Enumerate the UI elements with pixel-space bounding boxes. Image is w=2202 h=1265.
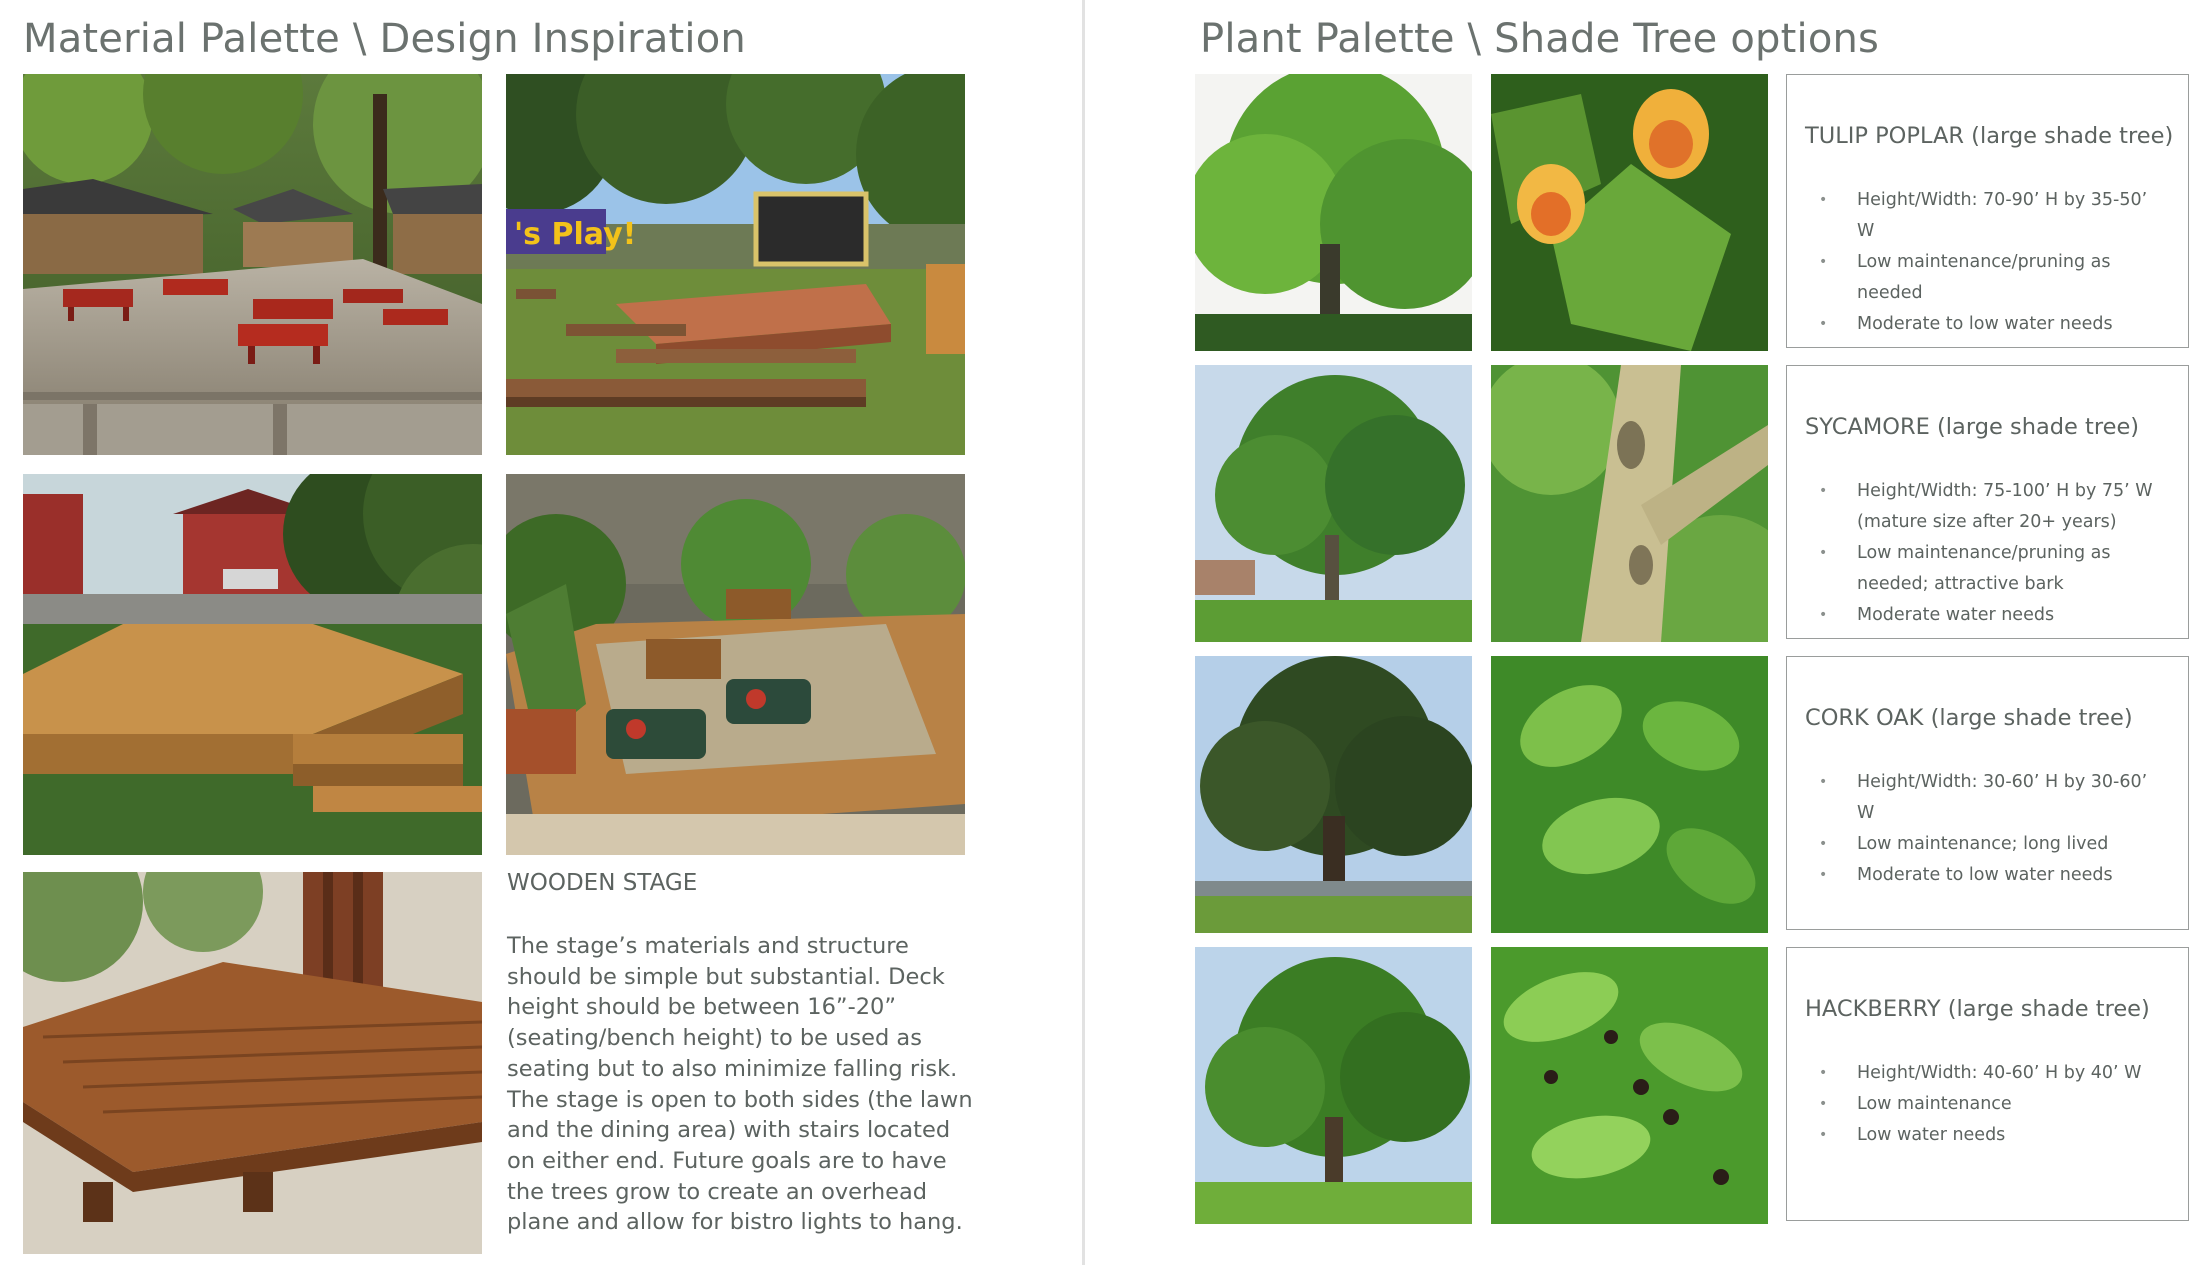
photo-cork-oak-tree (1195, 656, 1472, 933)
tree-card-bullet: • Low maintenance (1787, 1089, 2167, 1120)
tree-card-bullets (1787, 1058, 2167, 1151)
tree-card-bullets (1787, 185, 2167, 340)
tree-card-title: CORK OAK (large shade tree) (1805, 705, 2133, 731)
photo-tulip-poplar-flower (1491, 74, 1768, 351)
banner-sign-text: 's Play! (514, 217, 637, 252)
tree-card-bullet: • Height/Width: 75-100’ H by 75’ W (mature size after 20+ years) (1787, 476, 2167, 538)
tree-card-bullets (1787, 476, 2167, 631)
tree-card-cork-oak (1786, 656, 2189, 930)
photo-platform-with-benches (506, 74, 965, 455)
tree-card-bullet: • Moderate water needs (1787, 600, 2167, 631)
plant-palette-heading: Plant Palette \ Shade Tree options (1200, 16, 1880, 62)
tree-card-tulip-poplar (1786, 74, 2189, 348)
photo-log-platform (23, 872, 482, 1254)
photo-hanok-pavilion-deck (23, 74, 482, 455)
tree-card-sycamore (1786, 365, 2189, 639)
photo-patio-deck-with-cushions (506, 474, 965, 855)
tree-card-hackberry (1786, 947, 2189, 1221)
page-divider (1082, 0, 1085, 1265)
tree-card-bullet: • Height/Width: 70-90’ H by 35-50’ W (1787, 185, 2167, 247)
tree-card-bullet: • Low maintenance/pruning as needed (1787, 247, 2167, 309)
tree-card-bullets (1787, 767, 2167, 891)
tree-card-bullet: • Height/Width: 30-60’ H by 30-60’ W (1787, 767, 2167, 829)
photo-hackberry-tree (1195, 947, 1472, 1224)
tree-card-title: SYCAMORE (large shade tree) (1805, 414, 2140, 440)
material-palette-heading: Material Palette \ Design Inspiration (23, 16, 746, 62)
wooden-stage-title: WOODEN STAGE (507, 870, 698, 896)
tree-card-bullet: • Moderate to low water needs (1787, 309, 2167, 340)
wooden-stage-description: The stage’s materials and structure should be simple but substantial. Deck height should be between 16”-20” (seating/bench height) to be used as seating but to also minimize falling risk. The stage is open to both sides (the lawn and the dining area) with stairs located on either end. Future goals are to have the trees grow to create an overhead plane and allow for bistro lights to hang. (507, 933, 973, 1236)
tree-card-bullet: • Moderate to low water needs (1787, 860, 2167, 891)
tree-card-bullet: • Low maintenance/pruning as needed; attractive bark (1787, 538, 2167, 600)
photo-tulip-poplar-tree (1195, 74, 1472, 351)
photo-hexagon-deck (23, 474, 482, 855)
tree-card-bullet: • Low water needs (1787, 1120, 2167, 1151)
tree-card-bullet: • Low maintenance; long lived (1787, 829, 2167, 860)
photo-sycamore-bark (1491, 365, 1768, 642)
tree-card-title: TULIP POPLAR (large shade tree) (1805, 123, 2174, 149)
photo-cork-oak-leaves (1491, 656, 1768, 933)
tree-card-bullet: • Height/Width: 40-60’ H by 40’ W (1787, 1058, 2167, 1089)
tree-card-title: HACKBERRY (large shade tree) (1805, 996, 2150, 1022)
photo-sycamore-tree (1195, 365, 1472, 642)
photo-hackberry-leaves (1491, 947, 1768, 1224)
